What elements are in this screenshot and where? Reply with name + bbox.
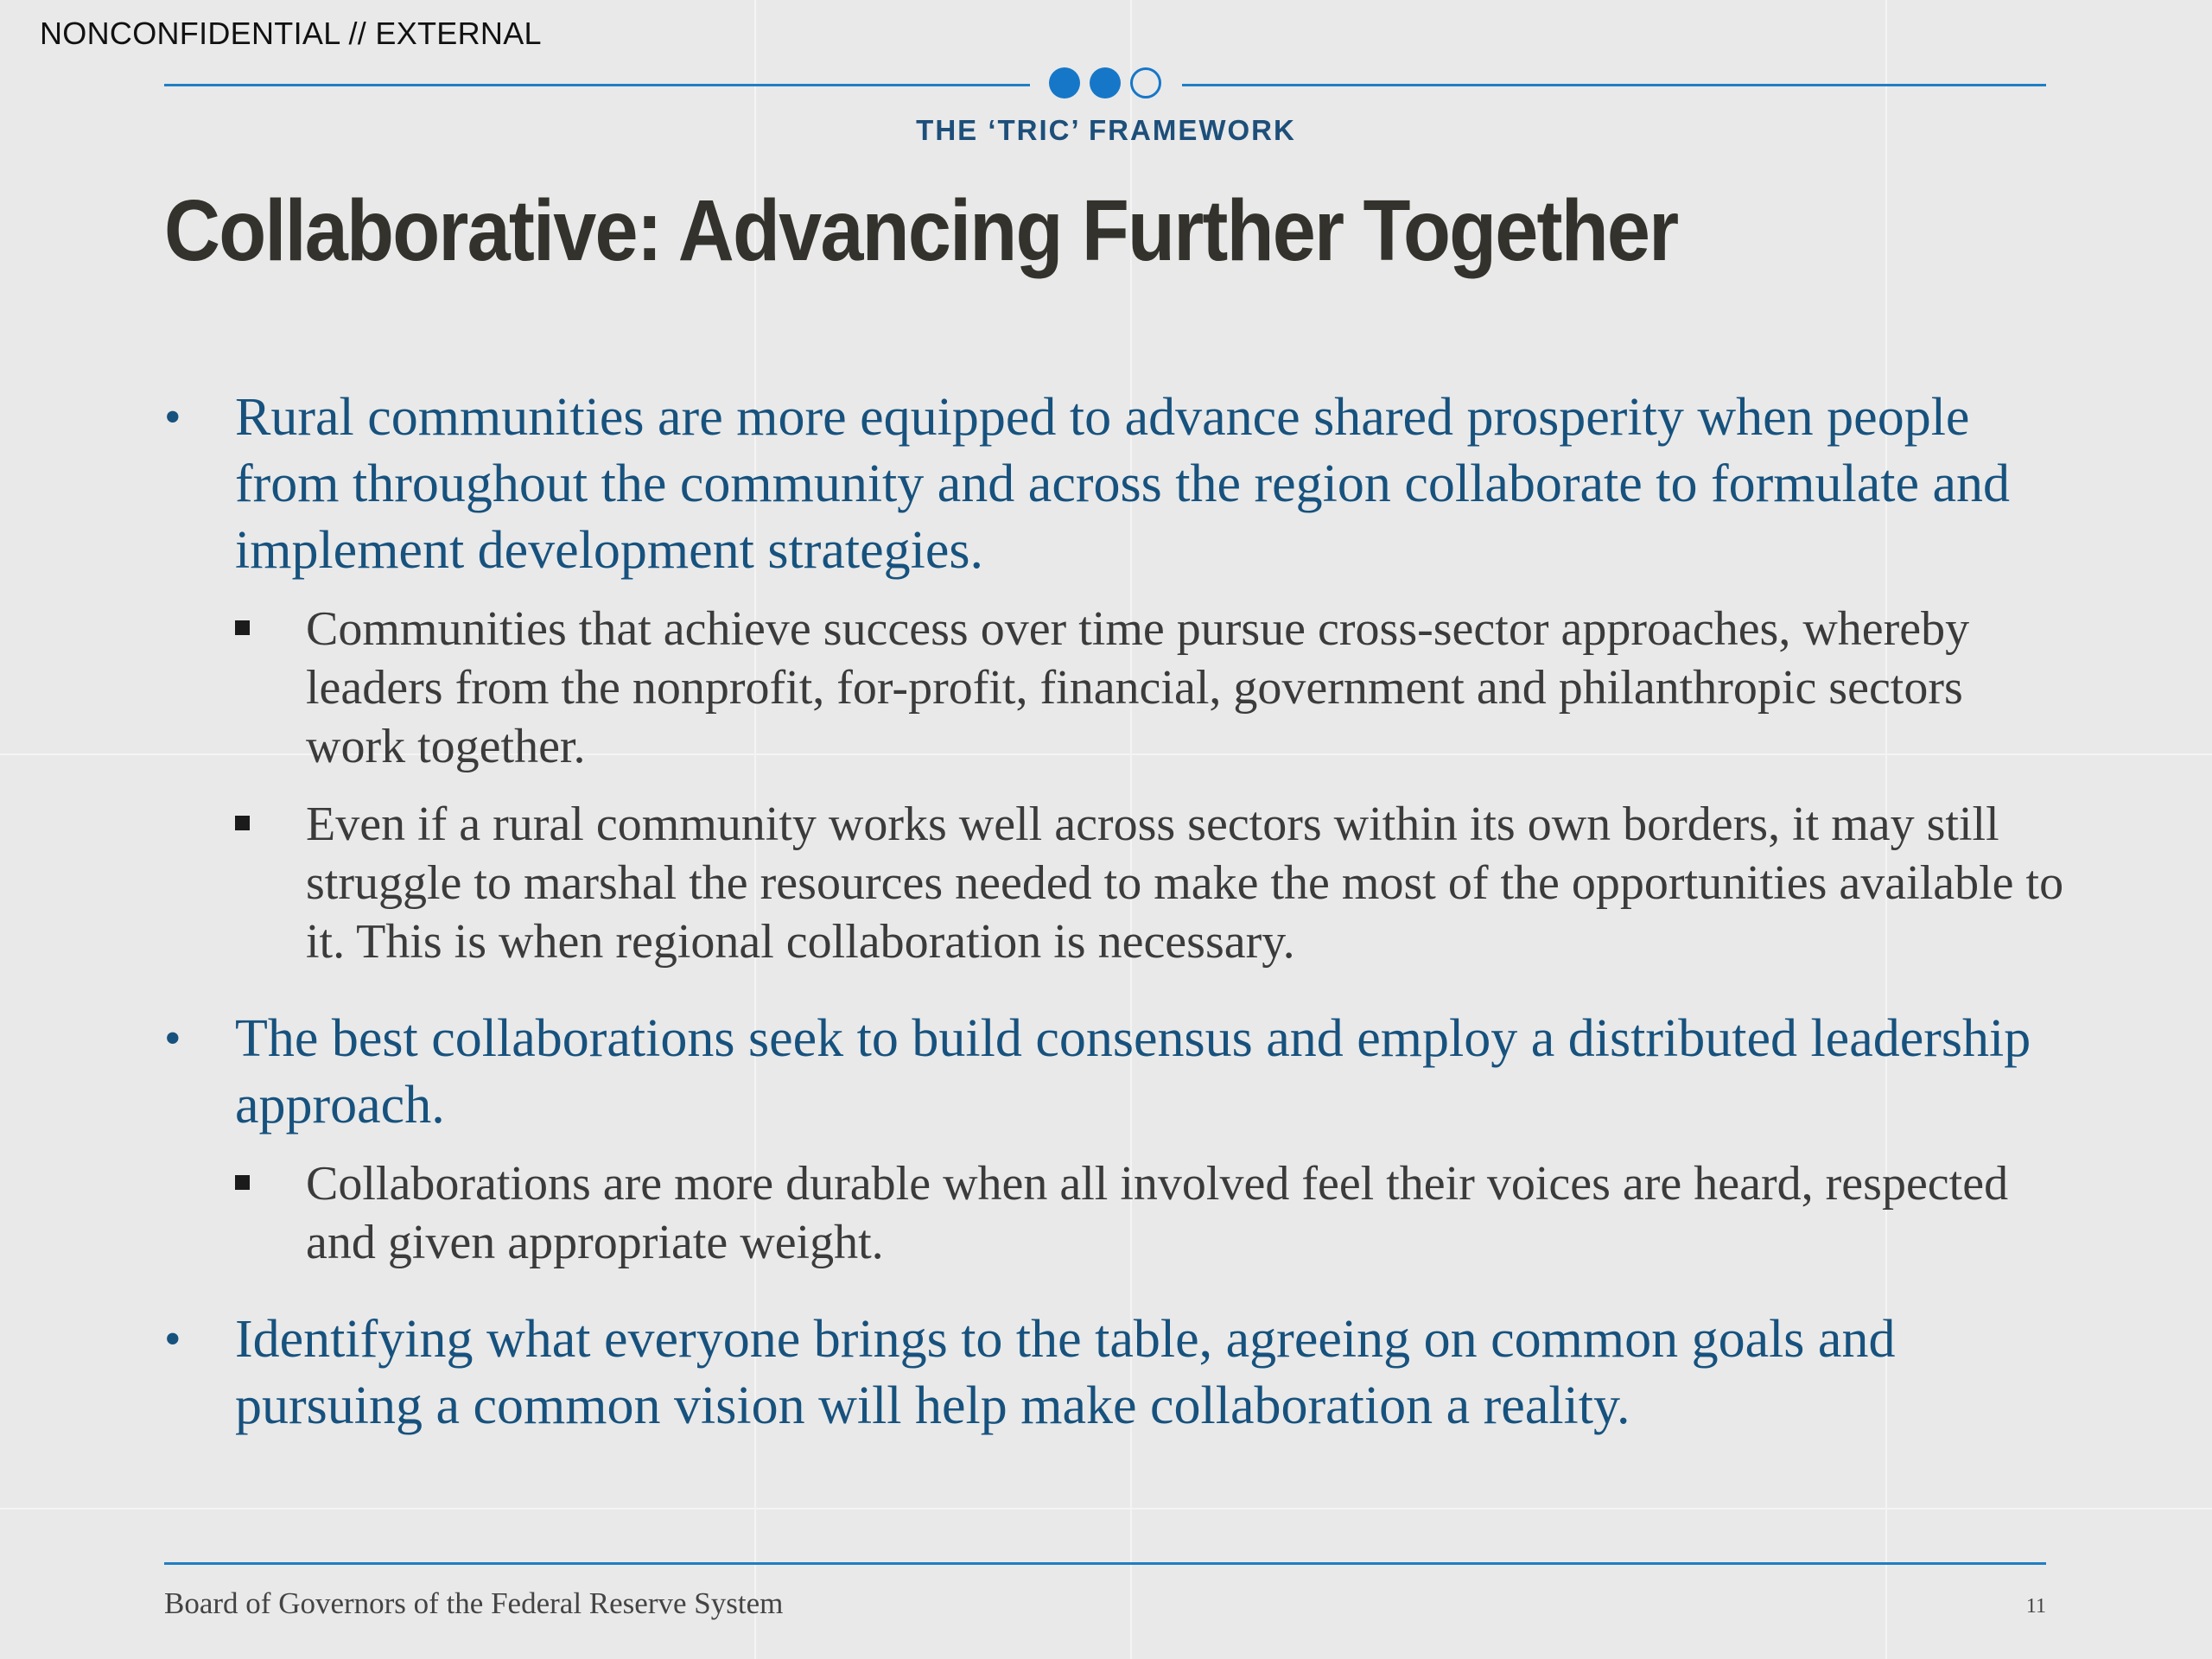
- progress-dot-filled: [1049, 67, 1080, 99]
- bullet-item: [164, 1006, 2065, 1139]
- bullet-dot: •: [164, 391, 181, 444]
- section-label: THE ‘TRIC’ FRAMEWORK: [916, 114, 1296, 146]
- square-bullet: [235, 816, 250, 830]
- header-rule-right: [1182, 84, 2046, 86]
- progress-dot-filled: [1090, 67, 1121, 99]
- sub-bullet-item: [235, 795, 2065, 971]
- classification-label: NONCONFIDENTIAL // EXTERNAL: [40, 16, 542, 51]
- progress-dots: [1047, 67, 1165, 102]
- footer-organization: Board of Governors of the Federal Reserve System: [164, 1586, 784, 1620]
- bullet-text: Identifying what everyone brings to the table, agreeing on common goals and pursuing a common vision will help make collaboration a reality.: [235, 1310, 1896, 1435]
- grid-line: [0, 1508, 2212, 1510]
- slide-title: Collaborative: Advancing Further Together: [164, 182, 1678, 279]
- bullet-item: [164, 385, 2065, 584]
- bullet-list: [164, 385, 2065, 1440]
- sub-bullet-item: [235, 600, 2065, 776]
- progress-dot-empty: [1130, 67, 1161, 99]
- header-rule-left: [164, 84, 1030, 86]
- bullet-item: [164, 1306, 2065, 1440]
- square-bullet: [235, 620, 250, 635]
- sub-bullet-item: [235, 1154, 2065, 1272]
- footer-rule: [164, 1562, 2046, 1565]
- sub-bullet-text: Even if a rural community works well across sectors within its own borders, it may still struggle to marshal the resources needed to make the most of the opportunities available to it. This is when regional collaboration is necessary.: [306, 798, 2064, 969]
- bullet-text: Rural communities are more equipped to advance shared prosperity when people from throughout the community and across the region collaborate to formulate and implement development strategies.: [235, 388, 2011, 580]
- page-number: 11: [2025, 1595, 2046, 1618]
- bullet-dot: •: [164, 1012, 181, 1065]
- square-bullet: [235, 1175, 250, 1190]
- sub-bullet-text: Communities that achieve success over time pursue cross-sector approaches, whereby leaders from the nonprofit, for-profit, financial, government and philanthropic sectors work together.: [306, 602, 1970, 773]
- sub-bullet-text: Collaborations are more durable when all involved feel their voices are heard, respected and given appropriate weight.: [306, 1157, 2009, 1269]
- bullet-text: The best collaborations seek to build consensus and employ a distributed leadership approach.: [235, 1009, 2031, 1135]
- bullet-dot: •: [164, 1313, 181, 1366]
